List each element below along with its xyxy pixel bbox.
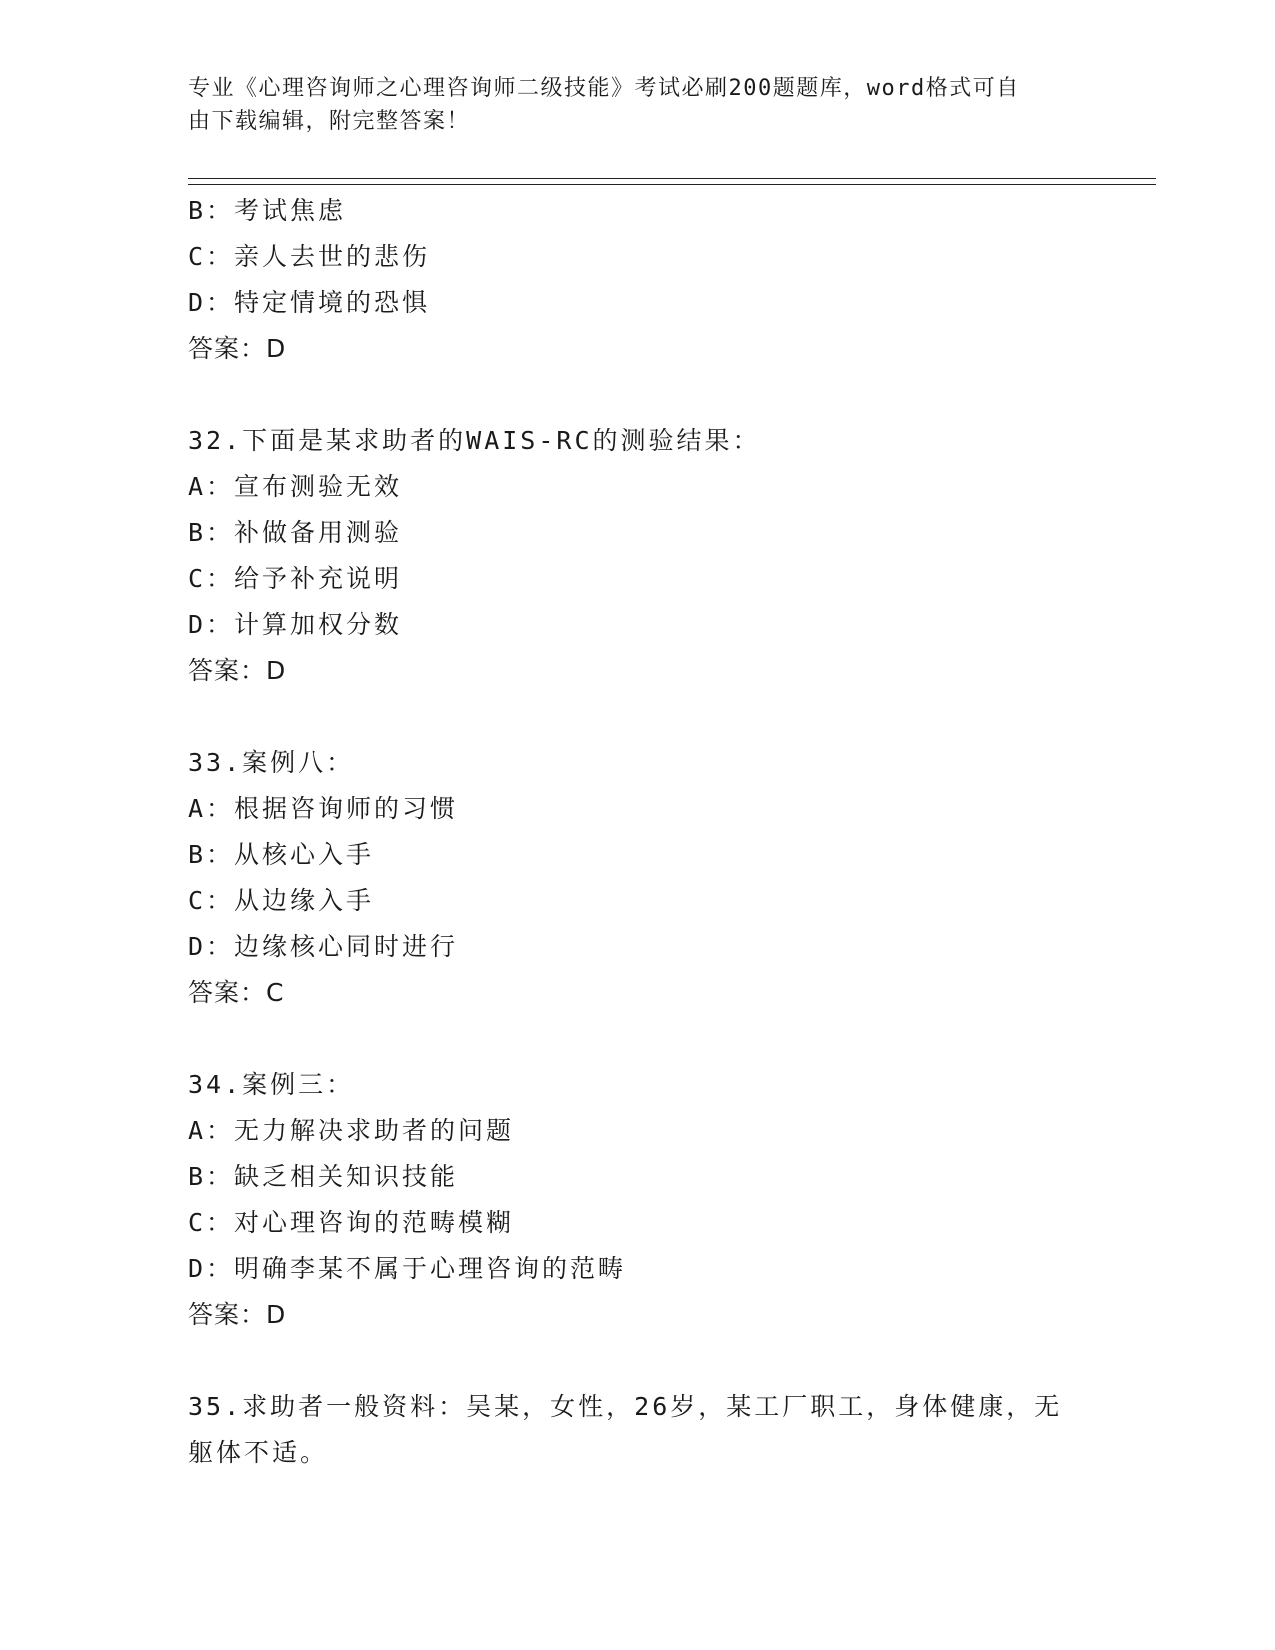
question-text-line-2: 躯体不适。 [188,1438,329,1467]
header-line-2: 由下载编辑，附完整答案！ [188,109,471,134]
answer-line: 答案：D [188,334,287,363]
option-c: C：从边缘入手 [188,886,375,915]
header-divider [188,178,1156,185]
option-d: D：计算加权分数 [188,610,403,639]
question-list [188,188,1088,1476]
option-a: A：宣布测验无效 [188,472,403,501]
option-b: B：缺乏相关知识技能 [188,1162,459,1191]
question-text: 32.下面是某求助者的WAIS-RC的测验结果： [188,426,761,455]
option-b: B：补做备用测验 [188,518,403,547]
question-block-31 [188,188,1088,372]
header-line-1: 专业《心理咨询师之心理咨询师二级技能》考试必刷200题题库，word格式可自 [188,76,1020,101]
option-c: C：给予补充说明 [188,564,403,593]
option-a: A：根据咨询师的习惯 [188,794,459,823]
option-d: D：明确李某不属于心理咨询的范畴 [188,1254,627,1283]
answer-line: 答案：D [188,656,287,685]
option-a: A：无力解决求助者的问题 [188,1116,515,1145]
question-block-34 [188,1062,1088,1338]
option-d: D：特定情境的恐惧 [188,288,431,317]
option-b: B：考试焦虑 [188,196,347,225]
answer-line: 答案：C [188,978,285,1007]
document-header [188,72,1068,138]
question-block-35 [188,1384,1088,1476]
option-c: C：对心理咨询的范畴模糊 [188,1208,515,1237]
question-text-line-1: 35.求助者一般资料：吴某，女性，26岁，某工厂职工，身体健康，无 [188,1392,1063,1421]
question-text: 33.案例八： [188,748,355,777]
question-text: 34.案例三： [188,1070,355,1099]
question-block-32 [188,418,1088,694]
option-d: D：边缘核心同时进行 [188,932,459,961]
question-block-33 [188,740,1088,1016]
answer-line: 答案：D [188,1300,287,1329]
option-c: C：亲人去世的悲伤 [188,242,431,271]
option-b: B：从核心入手 [188,840,375,869]
